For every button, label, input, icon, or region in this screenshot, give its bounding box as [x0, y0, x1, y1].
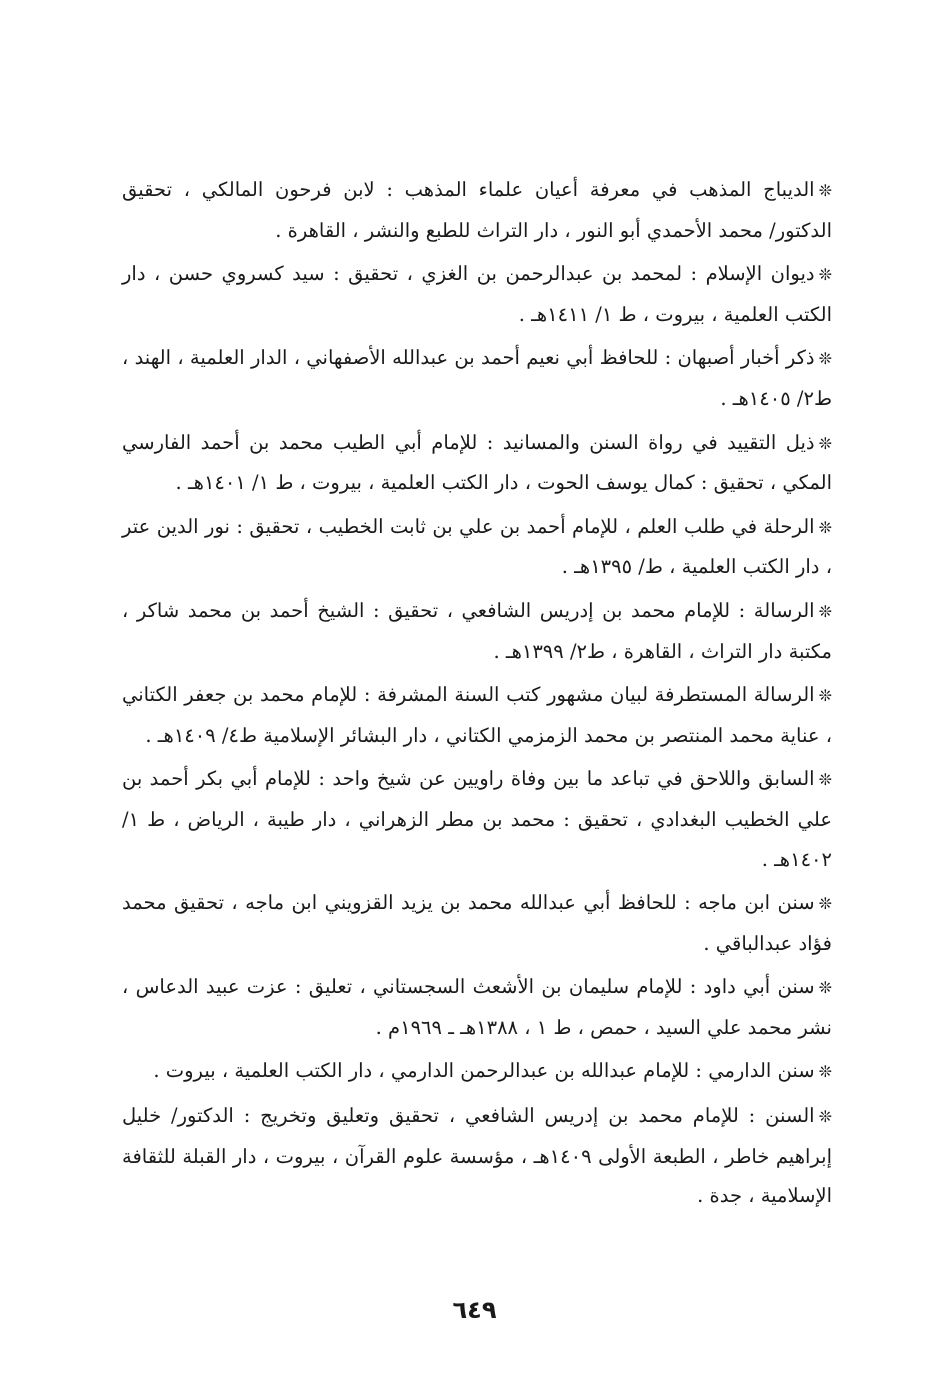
entry-text: سنن ابن ماجه : للحافظ أبي عبدالله محمد بن يزيد القزويني ابن ماجه ، تحقيق محمد فؤاد عبدالباقي .	[122, 891, 832, 955]
entry-text: الرحلة في طلب العلم ، للإمام أحمد بن علي بن ثابت الخطيب ، تحقيق : نور الدين عتر ، دار الكتب العلمية ، ط/ ١٣٩٥هـ .	[122, 514, 832, 579]
entry-text: الرسالة المستطرفة لبيان مشهور كتب السنة المشرفة : للإمام محمد بن جعفر الكتاني ، عناية محمد المنتصر بن محمد الزمزمي الكتاني ، دار البشائر الإسلامية ط٤/ ١٤٠٩هـ .	[122, 683, 832, 747]
entry-text: الديباج المذهب في معرفة أعيان علماء المذهب : لابن فرحون المالكي ، تحقيق الدكتور/ محمد الأحمدي أبو النور ، دار التراث للطبع والنشر ، القاهرة .	[122, 178, 832, 242]
bibliography-entry	[122, 675, 832, 755]
bullet-icon: ❊	[818, 1107, 832, 1127]
entry-text: الرسالة : للإمام محمد بن إدريس الشافعي ، تحقيق : الشيخ أحمد بن محمد شاكر ، مكتبة دار التراث ، القاهرة ، ط٢/ ١٣٩٩هـ .	[122, 598, 832, 663]
entry-text: ذكر أخبار أصبهان : للحافظ أبي نعيم أحمد بن عبدالله الأصفهاني ، الدار العلمية ، الهند ، ط٢/ ١٤٠٥هـ .	[122, 346, 832, 410]
bullet-icon: ❊	[818, 433, 832, 453]
bullet-icon: ❊	[818, 349, 832, 369]
entry-text: ديوان الإسلام : لمحمد بن عبدالرحمن بن الغزي ، تحقيق : سيد كسروي حسن ، دار الكتب العلمية ، بيروت ، ط ١/ ١٤١١هـ .	[122, 262, 832, 326]
bullet-icon: ❊	[818, 601, 832, 621]
bibliography-entry	[122, 338, 832, 418]
entry-text: سنن الدارمي : للإمام عبدالله بن عبدالرحمن الدارمي ، دار الكتب العلمية ، بيروت .	[153, 1059, 815, 1083]
entry-text: السابق واللاحق في تباعد ما بين وفاة راويين عن شيخ واحد : للإمام أبي بكر أحمد بن علي الخطيب البغدادي ، تحقيق : محمد بن مطر الزهراني ، دار طيبة ، الرياض ، ط ١/ ١٤٠٢هـ .	[122, 767, 832, 871]
bullet-icon: ❊	[818, 894, 832, 914]
bibliography-entry	[122, 507, 832, 587]
page-number: ٦٤٩	[452, 1296, 497, 1324]
bullet-icon: ❊	[818, 978, 832, 998]
bullet-icon: ❊	[818, 517, 832, 537]
bullet-icon: ❊	[818, 686, 832, 706]
bullet-icon: ❊	[818, 1062, 832, 1082]
bibliography-entry	[122, 1051, 832, 1092]
bibliography-entry	[122, 591, 832, 671]
bibliography-entry	[122, 254, 832, 334]
bullet-icon: ❊	[818, 770, 832, 790]
entry-text: ذيل التقييد في رواة السنن والمسانيد : للإمام أبي الطيب محمد بن أحمد الفارسي المكي ، تحقيق : كمال يوسف الحوت ، دار الكتب العلمية ، بيروت ، ط ١/ ١٤٠١هـ .	[122, 430, 832, 495]
entry-text: السنن : للإمام محمد بن إدريس الشافعي ، تحقيق وتعليق وتخريج : الدكتور/ خليل إبراهيم خاطر ، الطبعة الأولى ١٤٠٩هـ ، مؤسسة علوم القرآن ، بيروت ، دار القبلة للثقافة الإسلامية ، جدة .	[122, 1104, 833, 1208]
bibliography-entry	[122, 1096, 832, 1216]
bibliography-entry	[122, 967, 832, 1047]
bibliography-entry	[122, 883, 832, 963]
bibliography-entry	[122, 423, 832, 503]
bibliography-entry	[122, 759, 832, 879]
bullet-icon: ❊	[818, 181, 832, 200]
entry-text: سنن أبي داود : للإمام سليمان بن الأشعث السجستاني ، تعليق : عزت عبيد الدعاس ، نشر محمد علي السيد ، حمص ، ط ١ ، ١٣٨٨هـ ـ ١٩٦٩م .	[122, 975, 832, 1039]
bullet-icon: ❊	[818, 265, 832, 285]
bibliography-entry	[122, 170, 832, 250]
bibliography-list	[122, 170, 832, 1220]
